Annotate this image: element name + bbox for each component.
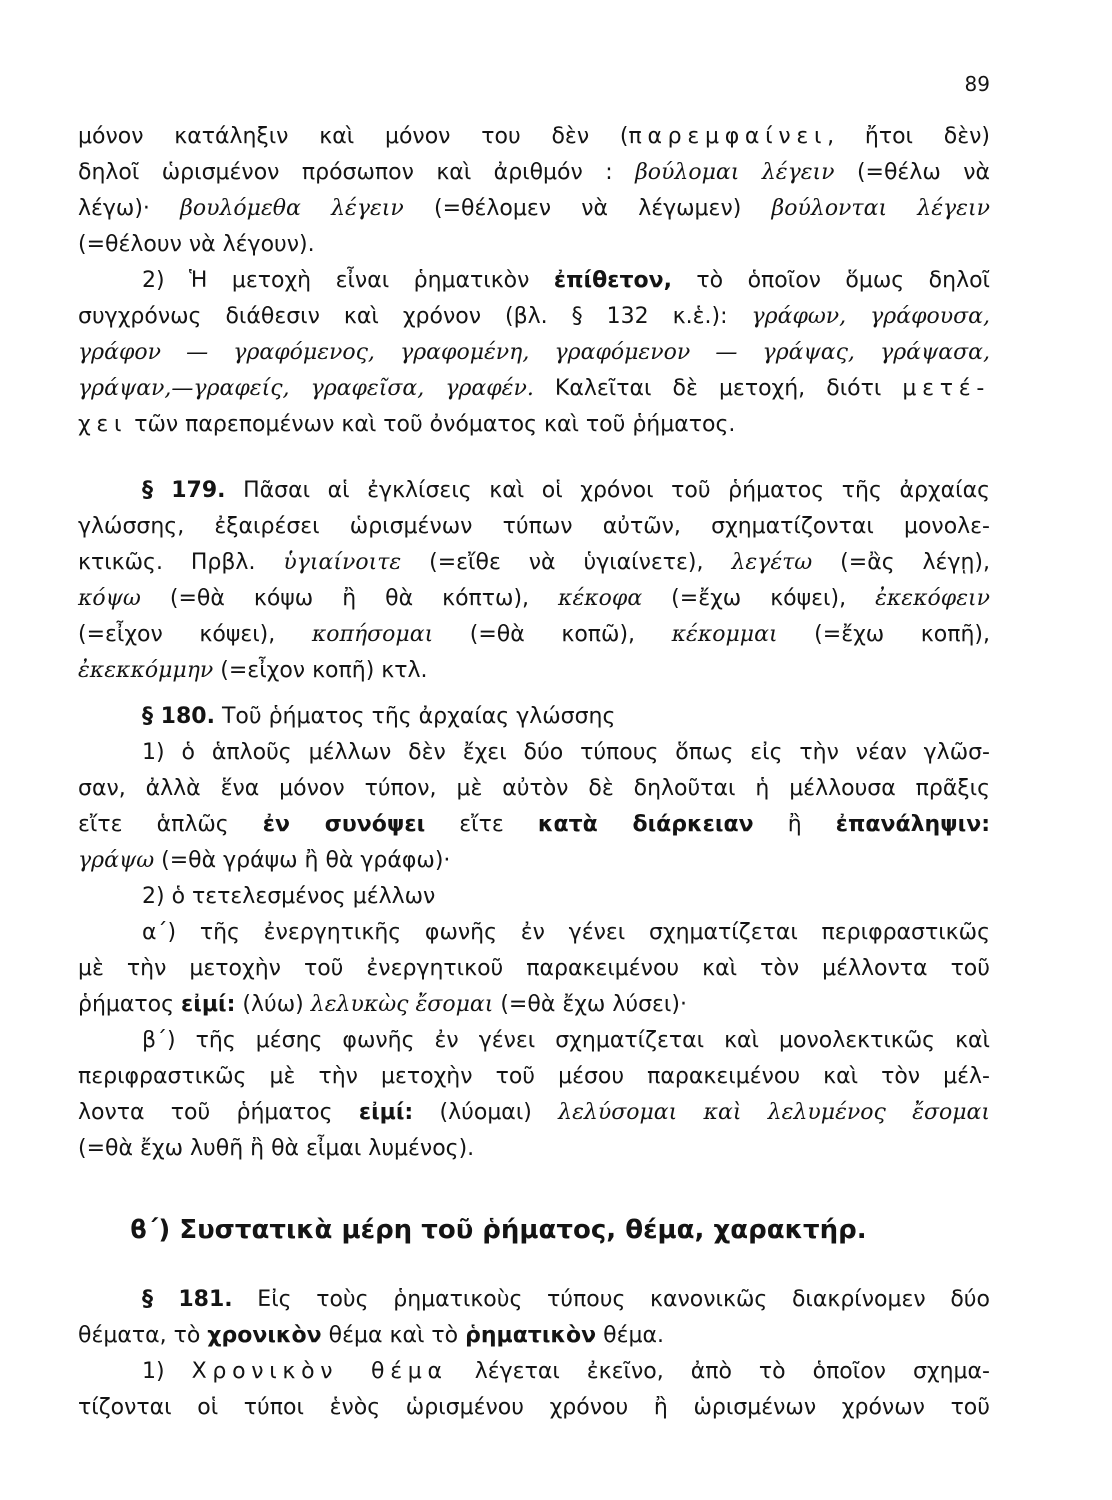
text-run: θέματα, τὸ xyxy=(78,1323,208,1348)
italic-run: κόψω xyxy=(78,586,141,611)
text-run: (=θὰ κοπῶ), xyxy=(433,622,672,647)
section-heading: ϐ΄) Συστατικὰ μέρη τοῦ ῥήματος, θέμα, χαρακτήρ. xyxy=(130,1215,867,1245)
text-line xyxy=(78,843,990,879)
text-run: (λύομαι) xyxy=(413,1100,559,1125)
text-run: τίζονται οἱ τύποι ἑνὸς ὡρισμένου χρόνου ἢ ὡρισμένων χρόνων τοῦ xyxy=(78,1395,990,1420)
italic-run: κέκομμαι xyxy=(671,622,778,647)
page-number: 89 xyxy=(964,72,990,96)
text-line xyxy=(78,407,990,443)
text-line xyxy=(78,915,990,951)
italic-run: βούλονται λέγειν xyxy=(771,196,990,221)
text-run: (=εἶχον κοπῆ) κτλ. xyxy=(213,658,428,683)
bold-run: ῥηματικὸν xyxy=(465,1323,597,1348)
bold-run: ἐπανάληψιν: xyxy=(835,812,991,837)
italic-run: κοπήσομαι xyxy=(311,622,434,647)
section-180 xyxy=(78,699,990,1167)
text-run: (=εἶχον κόψει), xyxy=(78,622,312,647)
italic-run: γράψω xyxy=(78,848,155,873)
text-line xyxy=(78,771,990,807)
spaced-run: παρεμφαίνει xyxy=(628,124,828,149)
section-179 xyxy=(78,473,990,689)
text-run: κτικῶς. Πρβλ. xyxy=(78,550,284,575)
text-line xyxy=(78,191,990,227)
italic-run: βούλομαι λέγειν xyxy=(635,160,835,185)
text-line xyxy=(78,335,990,371)
text-column xyxy=(78,119,990,1426)
italic-run: γράψαν,—γραφείς, γραφεῖσα, γραφέν. xyxy=(78,376,534,401)
text-run: γλώσσης, ἐξαιρέσει ὡρισμένων τύπων αὐτῶν, σχηματίζονται μονολε- xyxy=(78,514,990,539)
bold-run: εἰμί: xyxy=(181,992,236,1017)
text-run: Εἰς τοὺς ῥηματικοὺς τύπους κανονικῶς διακρίνομεν δύο xyxy=(232,1287,990,1312)
text-run: (=εἴθε νὰ ὑγιαίνετε), xyxy=(401,550,732,575)
bold-run: εἰμί: xyxy=(358,1100,414,1125)
text-run: μόνον κατάληξιν καὶ μόνον του δὲν ( xyxy=(78,124,629,149)
bold-run: ἐν συνόψει xyxy=(262,812,426,837)
text-line xyxy=(78,735,990,771)
text-line xyxy=(78,951,990,987)
text-run: περιφραστικῶς μὲ τὴν μετοχὴν τοῦ μέσου παρακειμένου καὶ τὸν μέλ- xyxy=(78,1064,990,1089)
text-run: (=θέλω νὰ xyxy=(834,160,990,185)
section-number: § 179. xyxy=(142,478,226,503)
text-line xyxy=(78,263,990,299)
text-line xyxy=(78,581,990,617)
section-number: § 181. xyxy=(142,1287,233,1312)
text-line xyxy=(78,1354,990,1390)
text-run: (=θὰ ἔχω λυθῆ ἢ θὰ εἶμαι λυμένος). xyxy=(78,1136,475,1161)
text-line xyxy=(78,617,990,653)
text-run: (=θέλομεν νὰ λέγωμεν) xyxy=(403,196,772,221)
text-run: τὸ ὁποῖον ὅμως δηλοῖ xyxy=(671,268,990,293)
text-run: , ἤτοι δὲν) xyxy=(827,124,991,149)
italic-run: κέκοφα xyxy=(558,586,643,611)
text-run: θέμα. xyxy=(596,1323,664,1348)
text-run: τῶν παρεπομένων καὶ τοῦ ὀνόματος καὶ τοῦ ῥήματος. xyxy=(127,412,736,437)
text-run: εἴτε xyxy=(425,812,538,837)
text-line xyxy=(78,1095,990,1131)
italic-run: γράφον — γραφόμενος, γραφομένη, γραφόμενον — γράψας, γράψασα, xyxy=(78,340,990,365)
text-run: (λύω) xyxy=(235,992,311,1017)
text-line xyxy=(78,1282,990,1318)
italic-run: ὑγιαίνοιτε xyxy=(283,550,402,575)
text-line xyxy=(78,1059,990,1095)
section-181 xyxy=(78,1282,990,1426)
bold-run: ἐπίθετον, xyxy=(553,268,672,293)
text-run: λέγεται ἐκεῖνο, ἀπὸ τὸ ὁποῖον σχημα- xyxy=(447,1359,990,1384)
text-line xyxy=(78,509,990,545)
italic-run: λελυκὼς ἔσομαι xyxy=(310,992,494,1017)
bold-run: κατὰ διάρκειαν xyxy=(537,812,754,837)
section-number: § 180. xyxy=(142,704,215,729)
text-run: (=ἂς λέγῃ), xyxy=(812,550,990,575)
text-run: εἴτε ἁπλῶς xyxy=(78,812,263,837)
italic-run: βουλόμεθα λέγειν xyxy=(180,196,404,221)
text-run: β΄) τῆς μέσης φωνῆς ἐν γένει σχηματίζεται καὶ μονολεκτικῶς καὶ xyxy=(142,1028,990,1053)
italic-run: ἐκεκόφειν xyxy=(875,586,990,611)
text-run: (=ἔχω κοπῆ), xyxy=(777,622,990,647)
text-line xyxy=(78,699,990,735)
text-run: λοντα τοῦ ῥήματος xyxy=(78,1100,359,1125)
text-line xyxy=(78,119,990,155)
text-run: (=θὰ ἔχω λύσει)· xyxy=(493,992,687,1017)
italic-run: λελύσομαι καὶ λελυμένος ἔσομαι xyxy=(558,1100,990,1125)
text-run: Πᾶσαι αἱ ἐγκλίσεις καὶ οἱ χρόνοι τοῦ ῥήματος τῆς ἀρχαίας xyxy=(225,478,990,503)
text-run: 1) xyxy=(142,1359,192,1384)
text-run: μὲ τὴν μετοχὴν τοῦ ἐνεργητικοῦ παρακειμένου καὶ τὸν μέλλοντα τοῦ xyxy=(78,956,990,981)
text-line xyxy=(78,879,990,915)
italic-run: ἐκεκκόμμην xyxy=(78,658,214,683)
text-run: Τοῦ ῥήματος τῆς ἀρχαίας γλώσσης xyxy=(214,704,616,729)
text-run: Καλεῖται δὲ μετοχή, διότι xyxy=(533,376,903,401)
text-run: ῥήματος xyxy=(78,992,182,1017)
text-line xyxy=(78,155,990,191)
text-run: λέγω)· xyxy=(78,196,181,221)
text-run: 2) Ἡ μετοχὴ εἶναι ῥηματικὸν xyxy=(142,268,554,293)
text-run: (=θὰ γράψω ἢ θὰ γράφω)· xyxy=(154,848,451,873)
text-line xyxy=(78,371,990,407)
spaced-run: χει xyxy=(78,412,128,437)
text-run: συγχρόνως διάθεσιν καὶ χρόνον (βλ. § 132 κ.ἑ.): xyxy=(78,304,752,329)
text-line xyxy=(78,1390,990,1426)
text-run: δηλοῖ ὡρισμένον πρόσωπον καὶ ἀριθμόν : xyxy=(78,160,636,185)
text-run: 1) ὁ ἁπλοῦς μέλλων δὲν ἔχει δύο τύπους ὅπως εἰς τὴν νέαν γλῶσ- xyxy=(142,740,990,765)
italic-run: γράφων, γράφουσα, xyxy=(751,304,990,329)
text-run: θέμα καὶ τὸ xyxy=(321,1323,466,1348)
text-run: α΄) τῆς ἐνεργητικῆς φωνῆς ἐν γένει σχηματίζεται περιφραστικῶς xyxy=(142,920,990,945)
text-line xyxy=(78,1131,990,1167)
text-line xyxy=(78,1023,990,1059)
text-line xyxy=(78,987,990,1023)
text-line xyxy=(78,545,990,581)
text-line xyxy=(78,1318,990,1354)
text-line xyxy=(78,807,990,843)
text-run: ἢ xyxy=(753,812,836,837)
text-run: σαν, ἀλλὰ ἕνα μόνον τύπον, μὲ αὐτὸν δὲ δηλοῦται ἡ μέλλουσα πρᾶξις xyxy=(78,776,990,801)
paragraph-continuation xyxy=(78,119,990,263)
paragraph-participle xyxy=(78,263,990,443)
text-line xyxy=(78,227,990,263)
text-line xyxy=(78,299,990,335)
spaced-run: μετέ- xyxy=(902,376,990,401)
text-run: 2) ὁ τετελεσμένος μέλλων xyxy=(142,884,436,909)
text-line xyxy=(78,653,990,689)
text-run: (=ἔχω κόψει), xyxy=(642,586,876,611)
spaced-run: Χρονικὸν θέμα xyxy=(191,1359,448,1384)
text-run: (=θέλουν νὰ λέγουν). xyxy=(78,232,315,257)
italic-run: λεγέτω xyxy=(731,550,813,575)
bold-run: χρονικὸν xyxy=(207,1323,322,1348)
text-line xyxy=(78,473,990,509)
text-run: (=θὰ κόψω ἢ θὰ κόπτω), xyxy=(140,586,559,611)
